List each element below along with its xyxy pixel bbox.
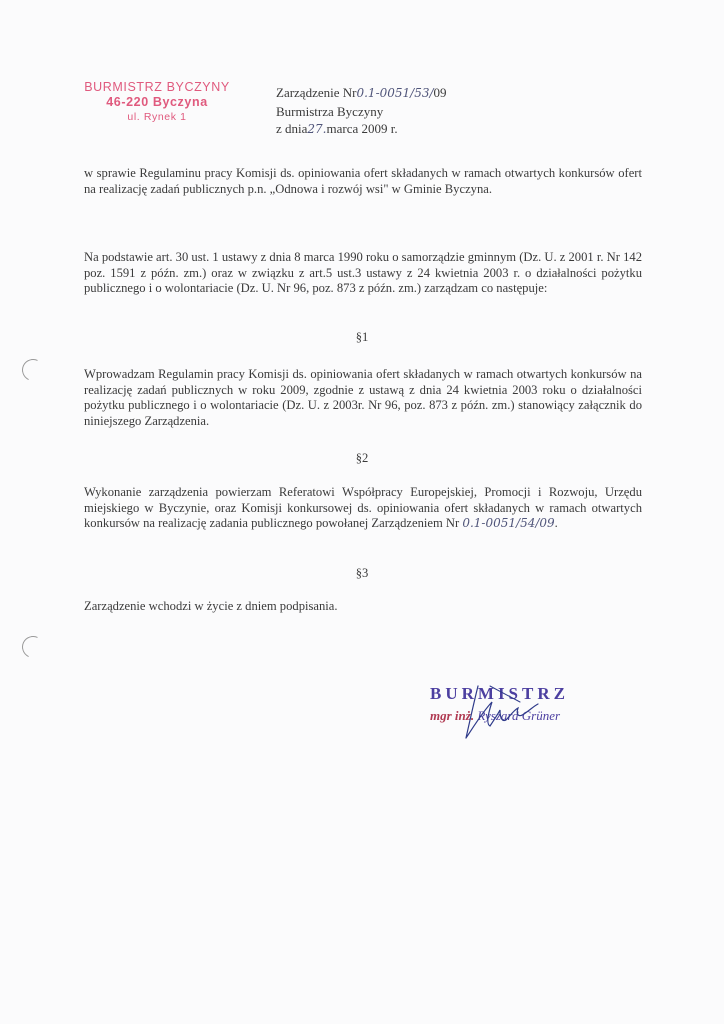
- order-issuer: Burmistrza Byczyny: [276, 103, 384, 119]
- reference-suffix: .: [554, 516, 558, 531]
- date-day-handwritten: 27.: [307, 122, 327, 136]
- order-number-handwritten: 0.1-0051/53/: [356, 86, 434, 100]
- signature-name: Ryszard Grüner: [477, 707, 561, 723]
- reference-number-handwritten: 0.1-0051/54/09: [462, 516, 555, 531]
- order-number-line: [276, 84, 516, 103]
- punch-hole-mark: [19, 356, 47, 384]
- stamp-line-postcode: 46-220 Byczyna: [106, 95, 208, 109]
- section-heading: §2: [355, 451, 369, 465]
- order-suffix: 09: [433, 85, 447, 100]
- preamble-paragraph: Na podstawie art. 30 ust. 1 ustawy z dnia 8 marca 1990 roku o samorządzie gminnym (Dz. U. z 2001 r. Nr 142 poz. 1591 z późn. zm.) oraz w związku z art.5 ust.3 ustawy z 24 kwietnia 2003 r. o działalności pożytku publicznego i o wolontariacie (Dz. U. Nr 96, poz. 873 z późn. zm.) zarządzam co następuje:: [84, 250, 642, 296]
- subject-paragraph: w sprawie Regulaminu pracy Komisji ds. opiniowania ofert składanych w ramach otwartych konkursów ofert na realizację zadań publicznych p.n. „Odnowa i rozwój wsi" w Gminie Byczyna.: [84, 166, 642, 196]
- signature-name-prefix: mgr inż.: [430, 707, 475, 723]
- punch-hole-mark: [19, 633, 47, 661]
- section-3-text: Zarządzenie wchodzi w życie z dniem podpisania.: [84, 599, 338, 613]
- section-2-body: Wykonanie zarządzenia powierzam Referatowi Współpracy Europejskiej, Promocji i Rozwoju, Urzędu miejskiego w Byczynie, oraz Komisji konkursowej ds. opiniowania ofert składanych w ramach otwartych konkursów na realizację zadania publicznego powołanej Zarządzeniem Nr: [84, 485, 642, 531]
- order-prefix: Zarządzenie Nr: [276, 85, 357, 100]
- office-stamp: [64, 80, 250, 124]
- signature-stamp: [430, 686, 600, 723]
- handwritten-signature-icon: [430, 680, 600, 750]
- signature-title: BURMISTRZ: [430, 684, 569, 703]
- stamp-line-street: ul. Rynek 1: [127, 111, 187, 123]
- order-header: [276, 84, 516, 139]
- section-heading: §3: [355, 566, 369, 580]
- stamp-line-office: BURMISTRZ BYCZYNY: [84, 80, 230, 94]
- order-date-line: [276, 120, 516, 139]
- date-prefix: z dnia: [276, 121, 308, 136]
- section-heading: §1: [355, 330, 369, 344]
- section-1-text: Wprowadzam Regulamin pracy Komisji ds. opiniowania ofert składanych w ramach otwartych konkursów na realizację zadań publicznych w roku 2009, zgodnie z ustawą z dnia 24 kwietnia 2003 roku o działalności pożytku publicznego i o wolontariacie (Dz. U. z 2003r. Nr 96, poz. 873 z późn. zm.) stanowiący załącznik do niniejszego Zarządzenia.: [84, 367, 642, 428]
- section-2-text: [84, 485, 642, 532]
- date-suffix: marca 2009 r.: [326, 121, 398, 136]
